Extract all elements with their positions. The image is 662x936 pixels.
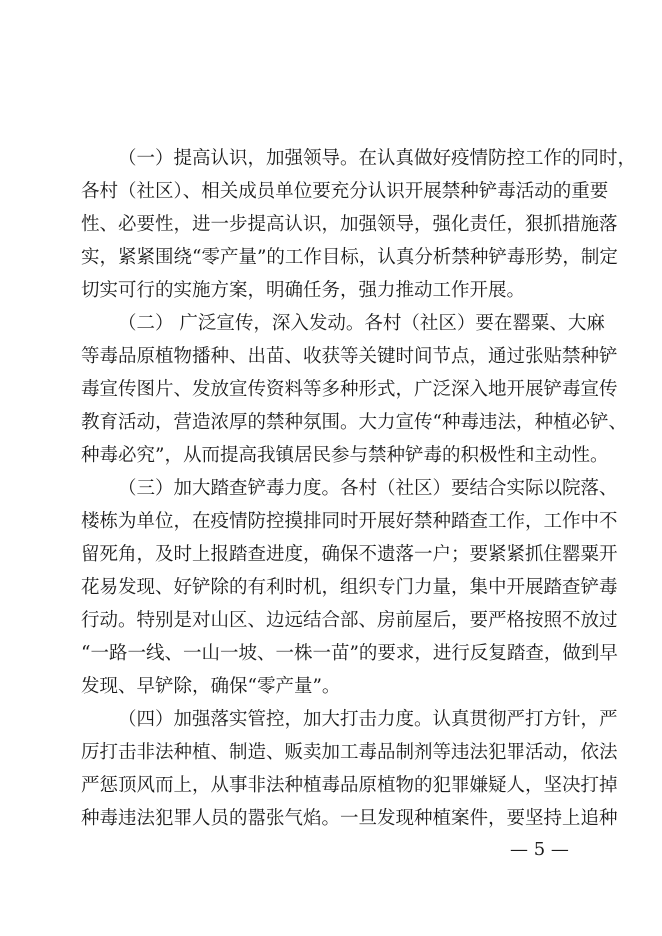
paragraph-1-line-4: 实，紧紧围绕“零产量”的工作目标，认真分析禁种铲毒形势，制定 xyxy=(81,247,618,268)
paragraph-2-line-2: 等毒品原植物播种、出苗、收获等关键时间节点，通过张贴禁种铲 xyxy=(81,346,618,367)
paragraph-3-line-1: （三）加大踏查铲毒力度。各村（社区）要结合实际以院落、 xyxy=(118,478,618,499)
paragraph-4-line-2: 厉打击非法种植、制造、贩卖加工毒品制剂等违法犯罪活动，依法 xyxy=(81,742,618,763)
paragraph-1-line-1: （一）提高认识，加强领导。在认真做好疫情防控工作的同时， xyxy=(118,148,637,169)
paragraph-3-line-2: 楼栋为单位，在疫情防控摸排同时开展好禁种踏查工作，工作中不 xyxy=(81,511,618,532)
page-number: — 5 — xyxy=(510,839,569,860)
paragraph-3-line-4: 花易发现、好铲除的有利时机，组织专门力量，集中开展踏查铲毒 xyxy=(81,577,618,598)
paragraph-2-line-3: 毒宣传图片、发放宣传资料等多种形式，广泛深入地开展铲毒宣传 xyxy=(81,379,618,400)
paragraph-3-line-3: 留死角，及时上报踏查进度，确保不遗落一户；要紧紧抓住罂粟开 xyxy=(81,544,618,565)
paragraph-3-line-7: 发现、早铲除，确保“零产量”。 xyxy=(81,676,341,697)
paragraph-2-line-4: 教育活动，营造浓厚的禁种氛围。大力宣传“种毒违法，种植必铲、 xyxy=(81,412,627,433)
paragraph-1-line-2: 各村（社区）、相关成员单位要充分认识开展禁种铲毒活动的重要 xyxy=(81,181,609,202)
paragraph-3-line-6: “一路一线、一山一坡、一株一苗”的要求，进行反复踏查，做到早 xyxy=(81,643,618,664)
paragraph-2-line-1: （二） 广泛宣传，深入发动。各村（社区）要在罂粟、大麻 xyxy=(118,313,605,334)
paragraph-1-line-5: 切实可行的实施方案，明确任务，强力推动工作开展。 xyxy=(81,280,526,301)
paragraph-4-line-3: 严惩顶风而上，从事非法种植毒品原植物的犯罪嫌疑人，坚决打掉 xyxy=(81,775,618,796)
paragraph-2-line-5: 种毒必究”，从而提高我镇居民参与禁种铲毒的积极性和主动性。 xyxy=(81,445,609,466)
paragraph-1-line-3: 性、必要性，进一步提高认识，加强领导，强化责任，狠抓措施落 xyxy=(81,214,618,235)
paragraph-3-line-5: 行动。特别是对山区、边远结合部、房前屋后，要严格按照不放过 xyxy=(81,610,618,631)
paragraph-4-line-1: （四）加强落实管控，加大打击力度。认真贯彻严打方针，严 xyxy=(118,709,618,730)
paragraph-4-line-4: 种毒违法犯罪人员的嚣张气焰。一旦发现种植案件，要坚持上追种 xyxy=(81,808,618,829)
